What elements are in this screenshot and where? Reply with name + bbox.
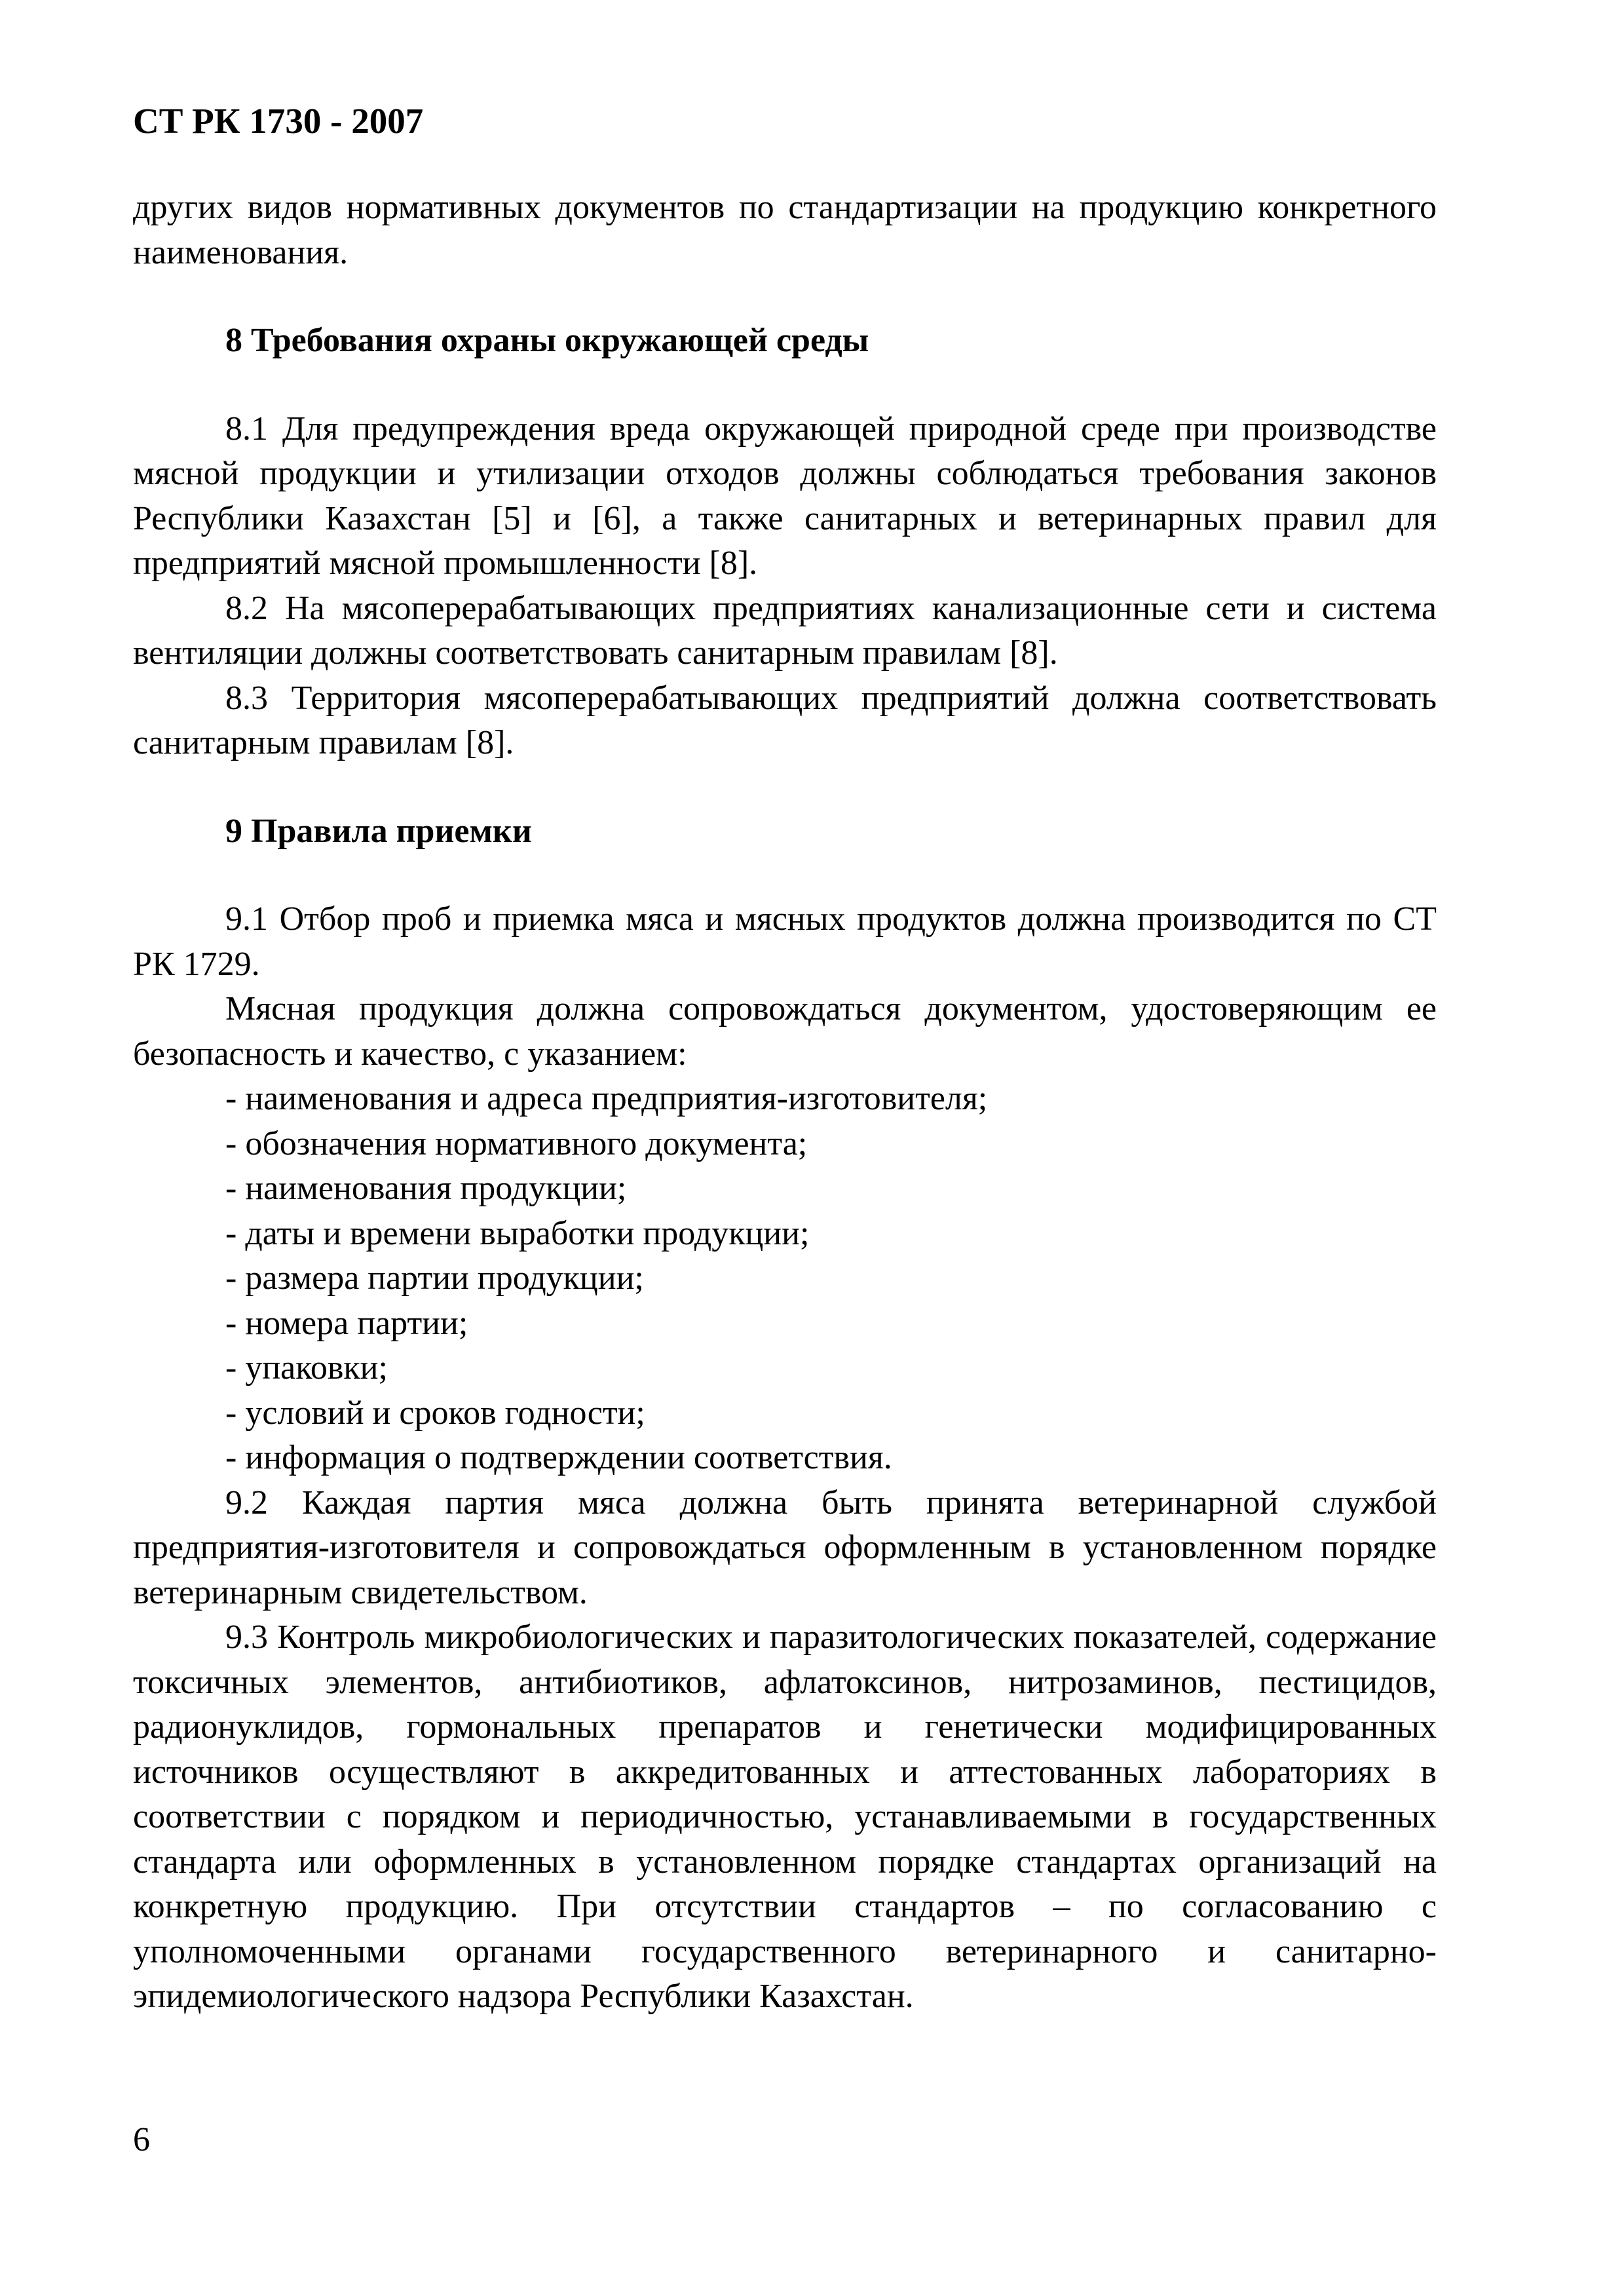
paragraph-8-1: 8.1 Для предупреждения вреда окружающей природной среде при производстве мясной продукции и утилизации отходов должны соблюдаться требования законов Республики Казахстан [5] и [6], а также санитарных и ветеринарных правил для предприятий мясной промышленности [8].	[133, 410, 1437, 582]
page-body	[133, 185, 1437, 2019]
paragraph-8-3: 8.3 Территория мясоперерабатывающих предприятий должна соответствовать санитарным правилам [8].	[133, 679, 1437, 761]
section-9-heading: 9 Правила приемки	[225, 812, 532, 850]
paragraph-9-1: 9.1 Отбор проб и приемка мяса и мясных продуктов должна производится по СТ РК 1729.	[133, 900, 1437, 983]
intro-continuation: других видов нормативных документов по стандартизации на продукцию конкретного наименования.	[133, 189, 1437, 271]
list-item: - номера партии;	[225, 1304, 468, 1342]
paragraph-8-2: 8.2 На мясоперерабатывающих предприятиях канализационные сети и система вентиляции должны соответствовать санитарным правилам [8].	[133, 589, 1437, 672]
document-code-header: СТ РК 1730 - 2007	[133, 101, 424, 141]
list-item: - наименования и адреса предприятия-изготовителя;	[225, 1080, 988, 1117]
list-item: - информация о подтверждении соответствия.	[225, 1439, 892, 1476]
list-item: - обозначения нормативного документа;	[225, 1124, 808, 1162]
requirements-list	[133, 1077, 1437, 1481]
list-item: - наименования продукции;	[225, 1170, 627, 1207]
paragraph-9-3: 9.3 Контроль микробиологических и паразитологических показателей, содержание токсичных элементов, антибиотиков, афлатоксинов, нитрозаминов, пестицидов, радионуклидов, гормональных препаратов и генетически модифицированных источников осуществляют в аккредитованных и аттестованных лабораториях в соответствии с порядком и периодичностью, устанавливаемыми в государственных стандарта или оформленных в установленном порядке стандартах организаций на конкретную продукцию. При отсутствии стандартов – по согласованию с уполномоченными органами государственного ветеринарного и санитарно-эпидемиологического надзора Республики Казахстан.	[133, 1618, 1437, 2015]
list-item: - условий и сроков годности;	[225, 1394, 645, 1432]
list-item: - размера партии продукции;	[225, 1259, 644, 1297]
page-number: 6	[133, 2121, 150, 2158]
paragraph-9-1-document: Мясная продукция должна сопровождаться документом, удостоверяющим ее безопасность и качество, с указанием:	[133, 990, 1437, 1073]
section-8-heading: 8 Требования охраны окружающей среды	[225, 322, 869, 359]
list-item: - упаковки;	[225, 1349, 388, 1387]
paragraph-9-2: 9.2 Каждая партия мяса должна быть принята ветеринарной службой предприятия-изготовителя и сопровождаться оформленным в установленном порядке ветеринарным свидетельством.	[133, 1483, 1437, 1611]
list-item: - даты и времени выработки продукции;	[225, 1214, 810, 1252]
